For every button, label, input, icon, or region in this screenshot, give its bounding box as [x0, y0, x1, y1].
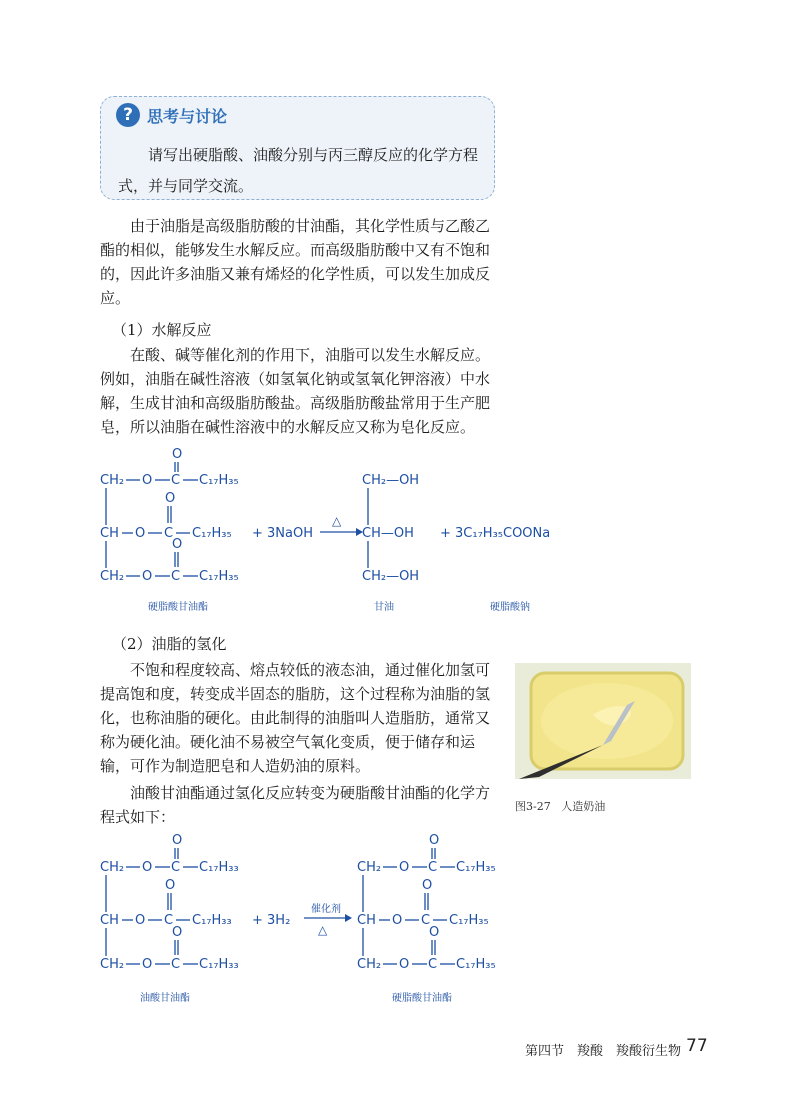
catalyst-label: 催化剂 [311, 904, 341, 915]
saponification-equation [0, 447, 800, 620]
label-olein: 油酸甘油酯 [140, 993, 190, 1004]
svg-text:C₁₇H₃₅: C₁₇H₃₅ [449, 913, 489, 928]
svg-text:C: C [171, 957, 181, 972]
question-icon: ? [116, 103, 140, 127]
heading-hydrolysis: （1）水解反应 [112, 321, 212, 339]
svg-text:O: O [392, 913, 403, 928]
reagent-naoh: + 3NaOH [252, 526, 313, 541]
hydrolysis-paragraph: 在酸、碱等催化剂的作用下，油脂可以发生水解反应。例如，油脂在碱性溶液（如氢氧化钠或氢氧化钾溶液）中水解，生成甘油和高级脂肪酸盐。高级脂肪酸盐常用于生产肥皂，所以油脂在碱性溶液中的水解反应又称为皂化反应。 [100, 346, 491, 436]
label-stearin: 硬脂酸甘油酯 [148, 602, 208, 613]
heat-condition: △ [332, 514, 342, 528]
section-footer: 第四节 羧酸 羧酸衍生物 [525, 1044, 682, 1059]
svg-text:C: C [171, 569, 181, 584]
svg-text:O: O [399, 860, 410, 875]
svg-text:CH₂: CH₂ [357, 957, 382, 972]
svg-text:O: O [399, 957, 410, 972]
hydrogenation-equation [0, 833, 800, 1008]
svg-text:CH: CH [357, 913, 376, 928]
svg-text:C₁₇H₃₅: C₁₇H₃₅ [199, 569, 239, 584]
figure-number: 图3-27 [515, 800, 551, 813]
svg-text:O: O [422, 878, 433, 893]
svg-text:O: O [429, 925, 440, 940]
svg-text:C₁₇H₃₅: C₁₇H₃₅ [192, 526, 232, 541]
svg-text:C: C [164, 913, 174, 928]
svg-text:O: O [135, 913, 146, 928]
ch-mid: CH [100, 526, 119, 541]
svg-text:C₁₇H₃₅: C₁₇H₃₅ [456, 860, 496, 875]
margarine-photo [515, 663, 691, 779]
svg-text:CH₂: CH₂ [100, 957, 125, 972]
svg-text:O: O [172, 925, 183, 940]
label-glycerol: 甘油 [374, 602, 394, 613]
svg-text:O: O [142, 473, 153, 488]
svg-text:C₁₇H₃₃: C₁₇H₃₃ [199, 860, 239, 875]
svg-text:C₁₇H₃₅: C₁₇H₃₅ [456, 957, 496, 972]
svg-text:C₁₇H₃₃: C₁₇H₃₃ [199, 957, 239, 972]
glycerol-mid: CH—OH [362, 526, 414, 541]
label-sodium-stearate: 硬脂酸钠 [490, 602, 530, 613]
intro-paragraph: 由于油脂是高级脂肪酸的甘油酯，其化学性质与乙酸乙酯的相似，能够发生水解反应。而高级脂肪酸中又有不饱和的，因此许多油脂又兼有烯烃的化学性质，可以发生加成反应。 [100, 217, 491, 307]
svg-text:C₁₇H₃₃: C₁₇H₃₃ [192, 913, 232, 928]
ch2-bottom: CH₂ [100, 569, 125, 584]
glycerol-top: CH₂—OH [362, 473, 420, 488]
glycerol-bottom: CH₂—OH [362, 569, 420, 584]
svg-text:C: C [428, 860, 438, 875]
label-stearin-product: 硬脂酸甘油酯 [392, 993, 452, 1004]
svg-text:C: C [171, 860, 181, 875]
svg-text:O: O [172, 447, 183, 462]
svg-text:O: O [172, 537, 183, 552]
figure-title: 人造奶油 [561, 800, 606, 813]
heading-hydrogenation: （2）油脂的氢化 [112, 635, 227, 653]
page-number: 77 [686, 1036, 708, 1056]
soap-product: + 3C₁₇H₃₅COONa [440, 526, 551, 541]
discussion-title: 思考与讨论 [147, 107, 228, 126]
svg-text:CH₂: CH₂ [357, 860, 382, 875]
svg-text:C: C [164, 526, 174, 541]
svg-text:O: O [165, 878, 176, 893]
svg-text:C: C [428, 957, 438, 972]
discussion-text: 请写出硬脂酸、油酸分别与丙三醇反应的化学方程式，并与同学交流。 [118, 146, 479, 195]
svg-text:O: O [429, 833, 440, 848]
svg-text:O: O [135, 526, 146, 541]
svg-text:O: O [172, 833, 183, 848]
svg-text:C: C [421, 913, 431, 928]
figure-caption [515, 798, 605, 814]
svg-text:O: O [165, 491, 176, 506]
svg-text:CH₂: CH₂ [100, 860, 125, 875]
svg-text:O: O [142, 569, 153, 584]
svg-text:△: △ [318, 923, 328, 937]
svg-text:C: C [171, 473, 181, 488]
equation-intro: 油酸甘油酯通过氢化反应转变为硬脂酸甘油酯的化学方程式如下： [100, 784, 491, 826]
hydrogenation-paragraph: 不饱和程度较高、熔点较低的液态油，通过催化加氢可提高饱和度，转变成半固态的脂肪，这个过程称为油脂的氢化，也称油脂的硬化。由此制得的油脂叫人造脂肪，通常又称为硬化油。硬化油不易被空气氧化变质，便于储存和运输，可作为制造肥皂和人造奶油的原料。 [100, 661, 491, 775]
r-group: C₁₇H₃₅ [199, 473, 239, 488]
svg-text:O: O [142, 860, 153, 875]
svg-text:CH: CH [100, 913, 119, 928]
svg-text:O: O [142, 957, 153, 972]
reagent-h2: + 3H₂ [252, 913, 291, 928]
ch2-top: CH₂ [100, 473, 125, 488]
